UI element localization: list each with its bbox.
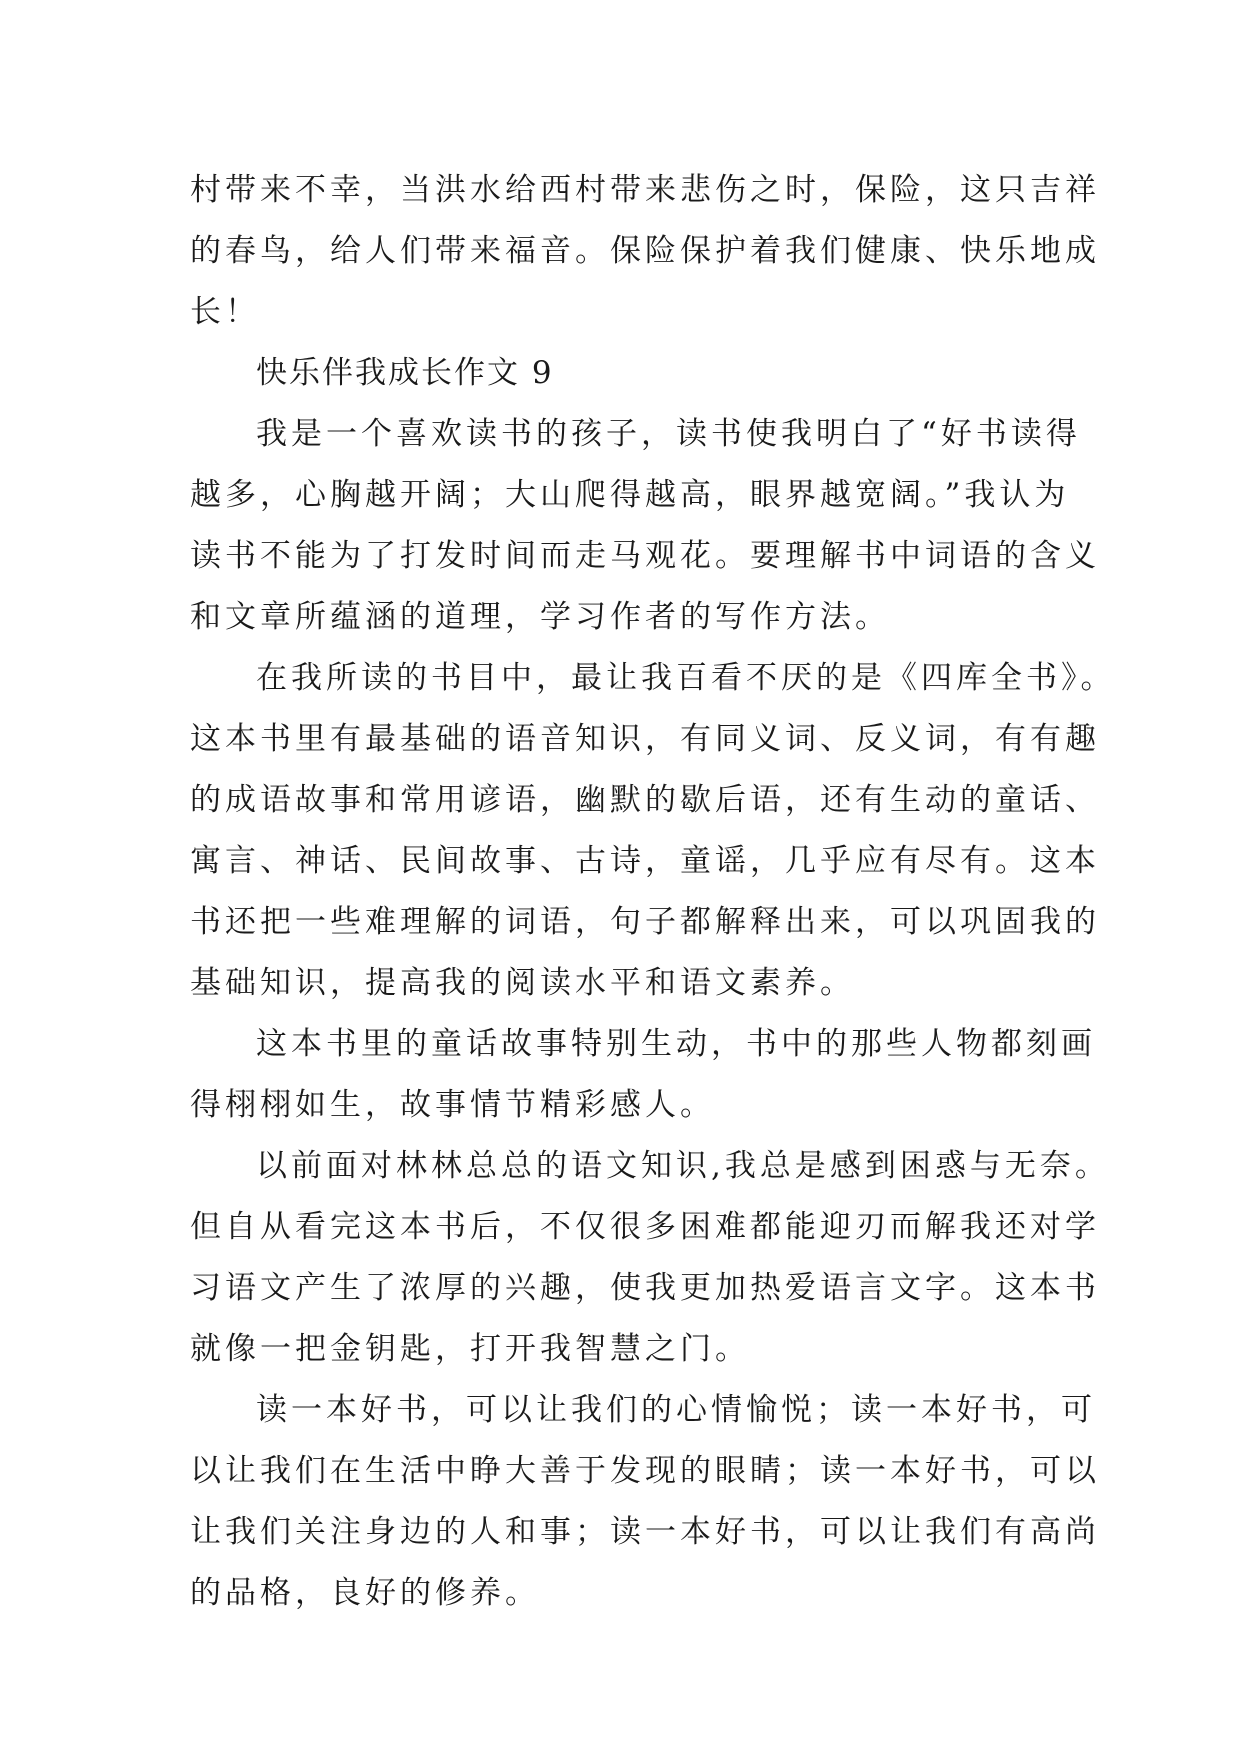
paragraph-first-line: 读一本好书，可以让我们的心情愉悦；读一本好书，可 bbox=[256, 1392, 1096, 1428]
paragraph-first-line: 以前面对林林总总的语文知识,我总是感到困惑与无奈。 bbox=[256, 1148, 1110, 1184]
text-line: 寓言、神话、民间故事、古诗，童谣，几乎应有尽有。这本 bbox=[190, 843, 1100, 879]
text-line: 和文章所蕴涵的道理，学习作者的写作方法。 bbox=[190, 599, 890, 635]
text-line: 的品格，良好的修养。 bbox=[190, 1575, 540, 1611]
text-line: 这本书里有最基础的语音知识，有同义词、反义词，有有趣 bbox=[190, 721, 1100, 757]
text-line: 的成语故事和常用谚语，幽默的歇后语，还有生动的童话、 bbox=[190, 782, 1100, 818]
text-line: 村带来不幸，当洪水给西村带来悲伤之时，保险，这只吉祥 bbox=[190, 172, 1100, 208]
text-line: 基础知识，提高我的阅读水平和语文素养。 bbox=[190, 965, 855, 1001]
text-line: 读书不能为了打发时间而走马观花。要理解书中词语的含义 bbox=[190, 538, 1100, 574]
text-line: 让我们关注身边的人和事；读一本好书，可以让我们有高尚 bbox=[190, 1514, 1100, 1550]
text-line: 得栩栩如生，故事情节精彩感人。 bbox=[190, 1087, 715, 1123]
text-line: 就像一把金钥匙，打开我智慧之门。 bbox=[190, 1331, 750, 1367]
text-line: 的春鸟，给人们带来福音。保险保护着我们健康、快乐地成 bbox=[190, 233, 1100, 269]
text-line: 以让我们在生活中睁大善于发现的眼睛；读一本好书，可以 bbox=[190, 1453, 1100, 1489]
document-body bbox=[190, 160, 1116, 1624]
text-line: 越多，心胸越开阔；大山爬得越高，眼界越宽阔。”我认为 bbox=[190, 477, 1070, 513]
section-heading: 快乐伴我成长作文 9 bbox=[256, 355, 554, 391]
text-line: 长！ bbox=[190, 294, 260, 330]
text-line: 书还把一些难理解的词语，句子都解释出来，可以巩固我的 bbox=[190, 904, 1100, 940]
text-line: 但自从看完这本书后，不仅很多困难都能迎刃而解我还对学 bbox=[190, 1209, 1100, 1245]
paragraph-first-line: 在我所读的书目中，最让我百看不厌的是《四库全书》。 bbox=[256, 660, 1116, 696]
paragraph-first-line: 我是一个喜欢读书的孩子，读书使我明白了“好书读得 bbox=[256, 416, 1081, 452]
text-line: 习语文产生了浓厚的兴趣，使我更加热爱语言文字。这本书 bbox=[190, 1270, 1100, 1306]
paragraph-first-line: 这本书里的童话故事特别生动，书中的那些人物都刻画 bbox=[256, 1026, 1096, 1062]
